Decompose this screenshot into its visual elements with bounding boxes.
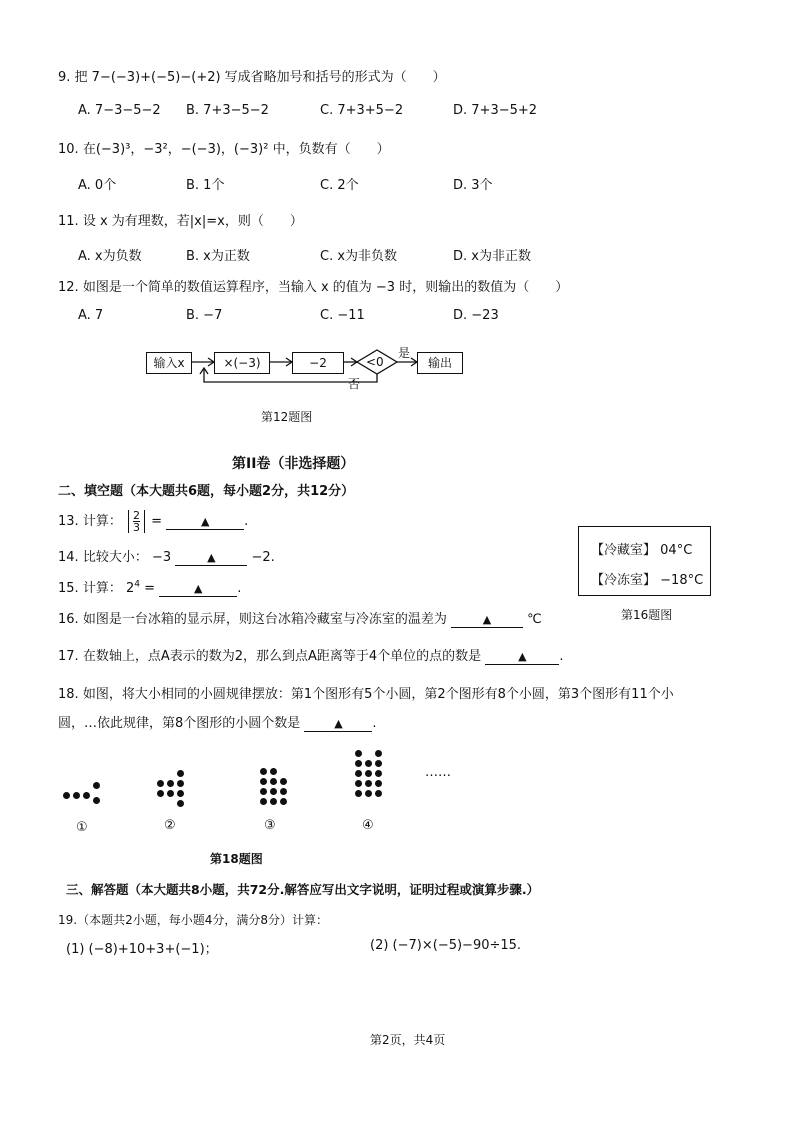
- q11-number: 11.: [58, 214, 79, 229]
- q10-option-c: C. 2个: [320, 178, 359, 193]
- q13-blank[interactable]: [166, 515, 244, 530]
- dot: [375, 760, 382, 767]
- q14: [58, 546, 275, 566]
- dot: [93, 782, 100, 789]
- fridge-value-2: −18°C: [660, 573, 704, 588]
- q18-end: .: [372, 716, 377, 731]
- q15-marker-icon: ▲: [193, 582, 203, 595]
- dot: [355, 790, 362, 797]
- page-number: 第2页，共4页: [370, 1033, 446, 1047]
- dot: [280, 778, 287, 785]
- fridge-label-2: 【冷冻室】: [591, 573, 657, 588]
- q12-option-b: B. −7: [186, 308, 223, 323]
- dot: [260, 788, 267, 795]
- dot: [260, 768, 267, 775]
- dot: [177, 790, 184, 797]
- flow-minus-box: −2: [292, 352, 344, 374]
- q14-right: −2.: [251, 550, 275, 565]
- q13: [58, 510, 248, 536]
- q16-number: 16.: [58, 612, 79, 627]
- q17-end: .: [559, 649, 564, 664]
- dot: [280, 798, 287, 805]
- q15-equals: =: [144, 581, 156, 596]
- dot: [375, 770, 382, 777]
- q9-option-d: D. 7+3−5+2: [453, 103, 538, 118]
- q10-text: 在(−3)³，−3²，−(−3)，(−3)² 中，负数有（ ）: [82, 142, 390, 157]
- q18-text-1: 如图，将大小相同的小圆规律摆放：第1个图形有5个小圆，第2个图形有8个小圆，第3个图形有11个小: [82, 687, 674, 702]
- fridge-line-2: [591, 569, 703, 588]
- q10-number: 10.: [58, 142, 79, 157]
- q11-option-c: C. x为非负数: [320, 249, 398, 264]
- q15-base: 2: [125, 581, 135, 596]
- dot: [270, 778, 277, 785]
- q11-text: 设 x 为有理数，若|x|=x，则（ ）: [82, 214, 303, 229]
- q14-text: 比较大小：: [82, 550, 148, 565]
- flowchart-arrows: [0, 0, 794, 400]
- q18-blank[interactable]: [304, 717, 372, 732]
- dot: [63, 792, 70, 799]
- q11-option-d: D. x为非正数: [453, 249, 531, 264]
- dot: [375, 790, 382, 797]
- fridge-line-1: [591, 539, 692, 558]
- q16-unit: ℃: [527, 612, 542, 627]
- flow-multiply-box: ×(−3): [214, 352, 270, 374]
- q15: [58, 577, 241, 597]
- dot: [260, 778, 267, 785]
- q16-marker-icon: ▲: [482, 613, 492, 626]
- dot: [260, 798, 267, 805]
- dot: [375, 750, 382, 757]
- q18-caption: 第18题图: [210, 852, 263, 866]
- section2-heading: 二、填空题（本大题共6题，每小题2分，共12分）: [58, 484, 355, 499]
- dot: [355, 750, 362, 757]
- q15-number: 15.: [58, 581, 79, 596]
- q12-option-d: D. −23: [453, 308, 499, 323]
- fridge-display: [578, 526, 711, 596]
- q15-blank[interactable]: [159, 582, 237, 597]
- q11-option-b: B. x为正数: [186, 249, 250, 264]
- section2-title: 第II卷（非选择题）: [232, 456, 355, 472]
- q18-line-2: [58, 712, 377, 732]
- q18-line-1: [58, 683, 674, 702]
- q12-option-c: C. −11: [320, 308, 365, 323]
- q9-option-a: A. 7−3−5−2: [78, 103, 161, 118]
- q14-number: 14.: [58, 550, 79, 565]
- q16: [58, 608, 542, 628]
- fridge-value-1: 04°C: [660, 543, 693, 558]
- q18-text-2: 圆，…依此规律，第8个图形的小圆个数是: [58, 716, 301, 731]
- q12-number: 12.: [58, 280, 79, 295]
- dot: [83, 792, 90, 799]
- q12-text: 如图是一个简单的数值运算程序，当输入 x 的值为 −3 时，则输出的数值为（ ）: [82, 280, 569, 295]
- q17-blank[interactable]: [485, 650, 559, 665]
- figure-label-4: ④: [362, 818, 374, 833]
- flow-yes-label: 是: [398, 346, 411, 360]
- q13-text: 计算：: [82, 514, 122, 529]
- q14-marker-icon: ▲: [207, 551, 216, 564]
- flow-no-label: 否: [348, 377, 361, 391]
- dot: [270, 768, 277, 775]
- dot: [280, 788, 287, 795]
- dot: [365, 790, 372, 797]
- q13-end: .: [244, 514, 249, 529]
- q13-denominator: 3: [132, 521, 140, 534]
- q14-left: −3: [151, 550, 172, 565]
- q15-end: .: [237, 581, 242, 596]
- dot: [177, 800, 184, 807]
- flow-output-box: 输出: [417, 352, 463, 374]
- q10-option-b: B. 1个: [186, 178, 225, 193]
- dot: [375, 780, 382, 787]
- q17-marker-icon: ▲: [518, 650, 527, 663]
- q13-marker-icon: ▲: [200, 515, 210, 528]
- dot: [355, 780, 362, 787]
- q9-option-c: C. 7+3+5−2: [320, 103, 404, 118]
- flow-input-box: 输入x: [146, 352, 192, 374]
- q19-part-2: (2) (−7)×(−5)−90÷15.: [370, 938, 522, 953]
- q10-option-d: D. 3个: [453, 178, 493, 193]
- dot: [365, 780, 372, 787]
- q17-text: 在数轴上，点A表示的数为2，那么到点A距离等于4个单位的点的数是: [82, 649, 482, 664]
- q19-stem: 19.（本题共2小题，每小题4分，满分8分）计算：: [58, 913, 328, 927]
- q17-number: 17.: [58, 649, 79, 664]
- q19-part-1: (1) (−8)+10+3+(−1)；: [66, 942, 218, 957]
- q13-equals: =: [151, 514, 163, 529]
- dot: [365, 760, 372, 767]
- q13-numerator: 2: [132, 509, 140, 522]
- q16-text: 如图是一台冰箱的显示屏，则这台冰箱冷藏室与冷冻室的温差为: [82, 612, 447, 627]
- figure-label-1: ①: [76, 820, 88, 835]
- q11-option-a: A. x为负数: [78, 249, 142, 264]
- dot: [167, 780, 174, 787]
- q18-ellipsis: ……: [425, 765, 451, 780]
- fridge-label-1: 【冷藏室】: [591, 543, 657, 558]
- q9-number: 9.: [58, 70, 71, 85]
- q10-option-a: A. 0个: [78, 178, 117, 193]
- fridge-caption: 第16题图: [621, 608, 673, 622]
- dot: [177, 770, 184, 777]
- q16-blank[interactable]: [451, 613, 523, 628]
- dot: [93, 797, 100, 804]
- dot: [355, 760, 362, 767]
- dot: [167, 790, 174, 797]
- section3-heading: 三、解答题（本大题共8小题，共72分.解答应写出文字说明，证明过程或演算步骤.）: [66, 882, 540, 897]
- dot: [157, 780, 164, 787]
- q9-text: 把 7−(−3)+(−5)−(+2) 写成省略加号和括号的形式为（ ）: [74, 70, 446, 85]
- q18-number: 18.: [58, 687, 79, 702]
- q15-text: 计算：: [82, 581, 122, 596]
- dot: [365, 770, 372, 777]
- q15-exponent: 4: [134, 579, 140, 590]
- q17: [58, 645, 563, 665]
- q18-marker-icon: ▲: [334, 717, 343, 730]
- dot: [177, 780, 184, 787]
- q12-caption: 第12题图: [261, 410, 313, 424]
- dot: [270, 788, 277, 795]
- dot: [355, 770, 362, 777]
- flow-compare-label: <0: [366, 355, 384, 369]
- q13-abs-fraction: [128, 510, 145, 533]
- dot: [270, 798, 277, 805]
- q14-blank[interactable]: [175, 551, 247, 566]
- q12-option-a: A. 7: [78, 308, 104, 323]
- dot: [73, 792, 80, 799]
- figure-label-3: ③: [264, 818, 276, 833]
- q13-number: 13.: [58, 514, 79, 529]
- q9-option-b: B. 7+3−5−2: [186, 103, 269, 118]
- dot: [157, 790, 164, 797]
- figure-label-2: ②: [164, 818, 176, 833]
